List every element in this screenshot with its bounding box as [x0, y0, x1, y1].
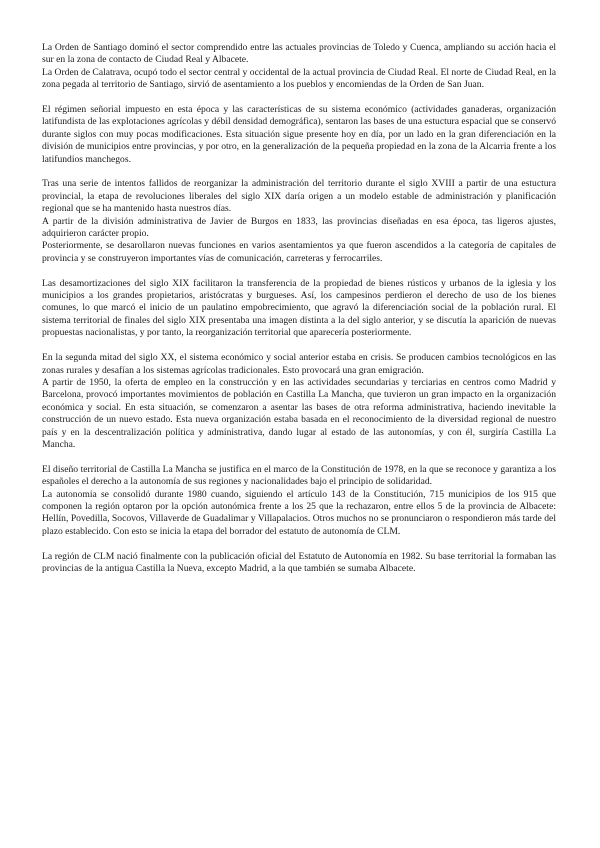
paragraph: La autonomía se consolidó durante 1980 cuando, siguiendo el artículo 143 de la Constitución, 715 municipios de los 915 que componen la región optaron por la opción autonómica frente a los 25 que la rechazaron, entre ellos 5 de la provincia de Albacete: Hellín, Povedilla, Socovos, Villaverde de Guadalimar y Villapalacios. Otros muchos no se pronunciaron o respondieron más tarde del plazo establecido. Con esto se inicia la etapa del borrador del estatuto de autonomía de CLM. — [42, 488, 556, 537]
paragraph: La región de CLM nació finalmente con la publicación oficial del Estatuto de Autonomía en 1982. Su base territorial la formaban las provincias de la antigua Castilla la Nueva, excepto Madrid, a la que también se sumaba Albacete. — [42, 550, 556, 574]
section-twentieth-century — [42, 352, 556, 451]
paragraph: El diseño territorial de Castilla La Mancha se justifica en el marco de la Constitución de 1978, en la que se reconoce y garantiza a los españoles el derecho a la autonomía de sus regiones y nacionalidades bajo el principio de solidaridad. — [42, 463, 556, 488]
document-body — [42, 42, 556, 588]
paragraph: Posteriormente, se desarollaron nuevas funciones en varios asentamientos ya que fueron ascendidos a la categoría de capitales de provincia y se construyeron importantes vías de comunicación, carreteras y ferrocarriles. — [42, 240, 556, 264]
paragraph: La Orden de Calatrava, ocupó todo el sector central y occidental de la actual provincia de Ciudad Real. El norte de Ciudad Real, en la zona pegada al territorio de Santiago, sirvió de asentamiento a los pueblos y encomiendas de la Orden de San Juan. — [42, 66, 556, 91]
section-military-orders — [42, 42, 556, 92]
section-statute — [42, 551, 556, 576]
section-constitution — [42, 464, 556, 538]
paragraph: A partir de la división administrativa de Javier de Burgos en 1833, las provincias diseñadas en esa época, tas ligeros ajustes, adquirieron carácter propio. — [42, 215, 556, 240]
section-desamortizaciones — [42, 278, 556, 340]
paragraph: Tras una serie de intentos fallidos de reorganizar la administración del territorio durante el siglo XVIII a partir de una estuctura provincial, la etapa de revoluciones liberales del siglo XIX daría origen a un modelo estable de administración y planificación regional que se ha mantenido hasta nuestros días. — [42, 178, 556, 215]
paragraph: El régimen señorial impuesto en esta época y las características de su sistema económico (actividades ganaderas, organización latifundista de las explotaciones agrícolas y débil densidad demográfica), sentaron las bases de una estuctura espacial que se conservó durante siglos con muy pocas modificaciones. Esta situación sigue presente hoy en día, por un lado en la gran diferenciación en la división de municipios entre provincias, y por otro, en la generalización de la pequeña propiedad en la zona de la Alcarria frente a los latifundios manchegos. — [42, 104, 556, 165]
paragraph: En la segunda mitad del siglo XX, el sistema económico y social anterior estaba en crisis. Se producen cambios tecnológicos en las zonas rurales y desafían a los sistemas agrícolas tradicionales. Esto provocará una gran emigración. — [42, 352, 556, 376]
paragraph: A partir de 1950, la oferta de empleo en la construcción y en las actividades secundarias y terciarias en centros como Madrid y Barcelona, provocó importantes movimientos de población en Castilla La Mancha, que tuvieron un gran impacto en la organización económica y social. En esta situación, se comenzaron a asentar las bases de otra reforma administrativa, haciendo inevitable la construcción de un nuevo estado. Esta nueva organización estaba basada en el reconocimiento de la diversidad regional de nuestro país y en la descentralización política y administrativa, dando lugar al estado de las autonomías, y con él, surgiría Castilla La Mancha. — [42, 376, 556, 450]
section-provincial-structure — [42, 178, 556, 265]
paragraph: La Orden de Santiago dominó el sector comprendido entre las actuales provincias de Toledo y Cuenca, ampliando su acción hacia el sur en la zona de contacto de Ciudad Real y Albacete. — [42, 42, 556, 66]
paragraph: Las desamortizaciones del siglo XIX facilitaron la transferencia de la propiedad de bienes rústicos y urbanos de la iglesia y los municipios a los grandes propietarios, aristócratas y burgueses. Así, los campesinos perdieron el derecho de uso de los bienes comunes, lo que marcó el inicio de un paulatino empobrecimiento, que agravó la diferenciación social de la población rural. El sistema territorial de finales del siglo XIX presentaba una imagen distinta a la del siglo anterior, y se discutía la aparición de nuevas propuestas nacionalistas, y por tanto, la reorganización territorial que aparecería posteriormente. — [42, 277, 556, 339]
section-seigneurial-regime — [42, 104, 556, 166]
